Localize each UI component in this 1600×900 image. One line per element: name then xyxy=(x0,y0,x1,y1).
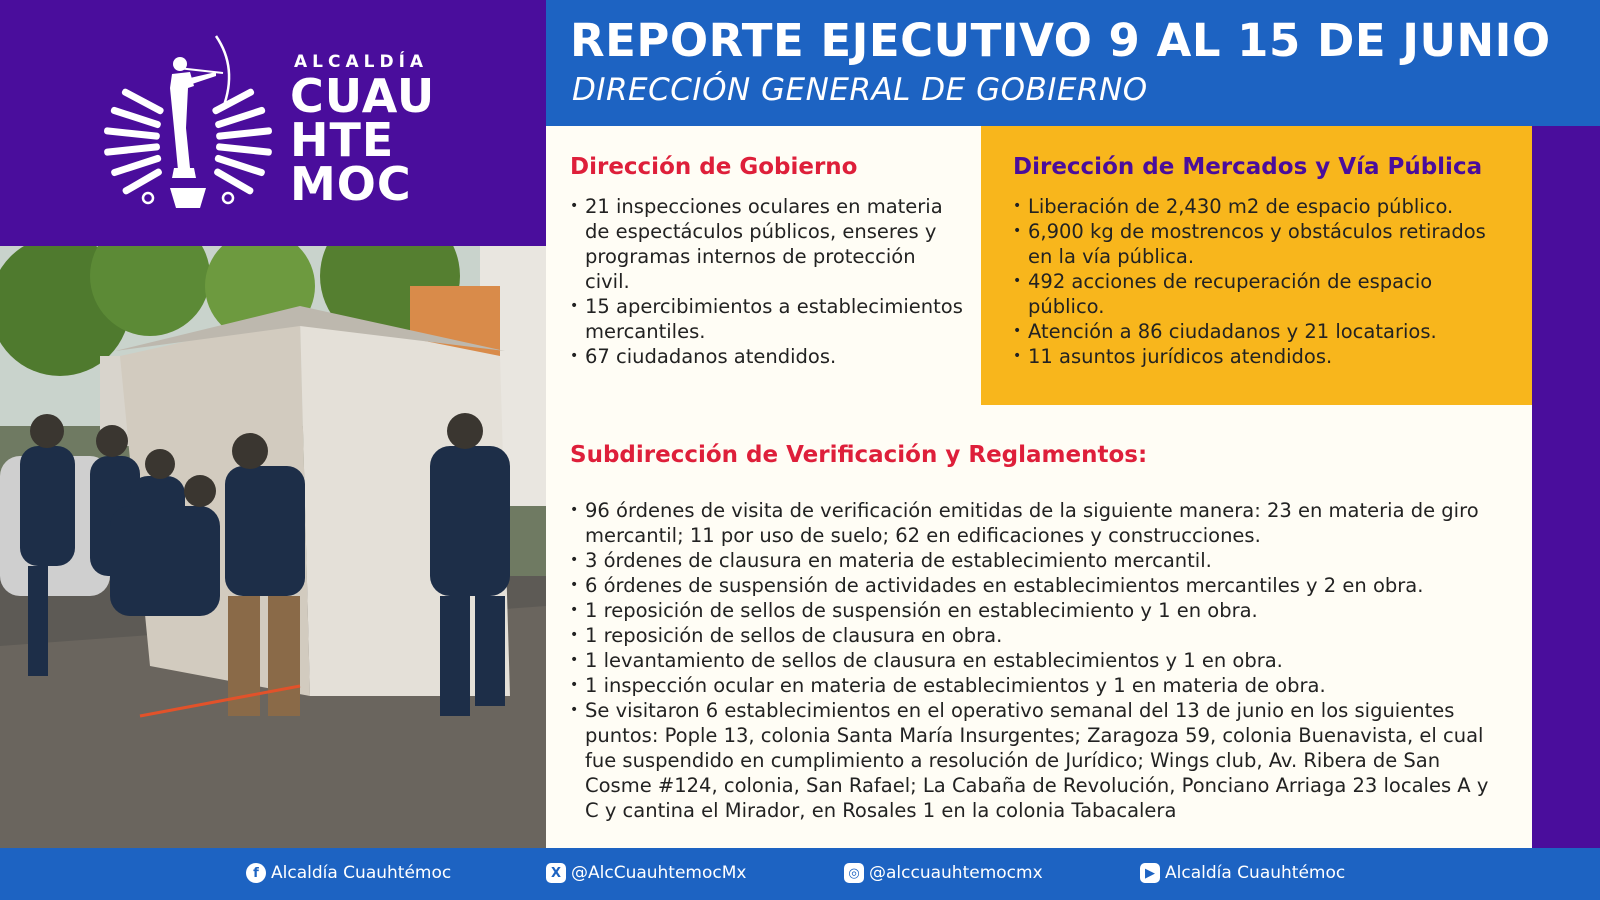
facebook-icon: f xyxy=(246,863,266,883)
logo-small-text: ALCALDÍA xyxy=(294,52,429,72)
list-item: • 1 reposición de sellos de clausura en obra. xyxy=(570,623,1490,648)
list-item: • 96 órdenes de visita de verificación emitidas de la siguiente manera: 23 en materia de giro mercantil; 11 por uso de suelo; 62 en edificaciones y construcciones. xyxy=(570,498,1490,548)
logo-panel xyxy=(0,0,546,246)
logo-line-2: HTE xyxy=(290,113,395,167)
social-footer xyxy=(0,848,1600,900)
facebook-link[interactable] xyxy=(246,863,451,883)
report-content xyxy=(546,126,1532,848)
mercados-list xyxy=(1013,194,1513,369)
list-item: • 6 órdenes de suspensión de actividades en establecimientos mercantiles y 2 en obra. xyxy=(570,573,1490,598)
alcaldia-emblem-icon xyxy=(98,28,278,214)
list-item: • 6,900 kg de mostrencos y obstáculos retirados en la vía pública. xyxy=(1013,219,1513,269)
report-header xyxy=(546,0,1600,126)
logo-wordmark xyxy=(290,52,436,211)
list-item: • 1 levantamiento de sellos de clausura en establecimientos y 1 en obra. xyxy=(570,648,1490,673)
instagram-link[interactable] xyxy=(844,863,1043,883)
list-item: • 492 acciones de recuperación de espacio público. xyxy=(1013,269,1513,319)
operation-photo xyxy=(0,246,546,848)
logo-line-3: MOC xyxy=(290,157,412,211)
list-item: • 11 asuntos jurídicos atendidos. xyxy=(1013,344,1513,369)
report-subtitle: DIRECCIÓN GENERAL DE GOBIERNO xyxy=(572,72,1148,108)
list-item: • 21 inspecciones oculares en materia de espectáculos públicos, enseres y programas internos de protección civil. xyxy=(570,194,966,294)
youtube-handle: Alcaldía Cuauhtémoc xyxy=(1165,863,1346,883)
list-item: • 1 reposición de sellos de suspensión en establecimiento y 1 en obra. xyxy=(570,598,1490,623)
report-title: REPORTE EJECUTIVO 9 AL 15 DE JUNIO xyxy=(570,14,1551,67)
list-item: • Atención a 86 ciudadanos y 21 locatarios. xyxy=(1013,319,1513,344)
workers-moving-kiosk-image xyxy=(0,246,546,848)
instagram-icon: ◎ xyxy=(844,863,864,883)
x-link[interactable] xyxy=(546,863,746,883)
list-item: • 15 apercibimientos a establecimientos mercantiles. xyxy=(570,294,966,344)
list-item: • Liberación de 2,430 m2 de espacio público. xyxy=(1013,194,1513,219)
list-item: • 3 órdenes de clausura en materia de establecimiento mercantil. xyxy=(570,548,1490,573)
youtube-icon: ▶ xyxy=(1140,863,1160,883)
mercados-panel xyxy=(981,126,1532,405)
facebook-handle: Alcaldía Cuauhtémoc xyxy=(271,863,452,883)
list-item: • 1 inspección ocular en materia de establecimientos y 1 en materia de obra. xyxy=(570,673,1490,698)
x-handle: @AlcCuauhtemocMx xyxy=(571,863,747,883)
list-item: • Se visitaron 6 establecimientos en el operativo semanal del 13 de junio en los siguientes puntos: Pople 13, colonia Santa María Insurgentes; Zaragoza 59, colonia Buenavista, el cual fue suspendido en cumplimiento a resolución de Jurídico; Wings club, Av. Ribera de San Cosme #124, colonia, San Rafael; La Cabaña de Revolución, Ponciano Arriaga 23 locales A y C y cantina el Mirador, en Rosales 1 en la colonia Tabacalera xyxy=(570,698,1490,823)
verificacion-title: Subdirección de Verificación y Reglamentos: xyxy=(570,442,1148,468)
logo-line-1: CUAU xyxy=(290,69,436,123)
decorative-strip xyxy=(1532,126,1600,848)
verificacion-list xyxy=(570,498,1490,823)
x-icon: X xyxy=(546,863,566,883)
gobierno-list xyxy=(570,194,966,369)
mercados-title: Dirección de Mercados y Vía Pública xyxy=(1013,154,1483,180)
gobierno-title: Dirección de Gobierno xyxy=(570,154,858,180)
list-item: • 67 ciudadanos atendidos. xyxy=(570,344,966,369)
youtube-link[interactable] xyxy=(1140,863,1345,883)
instagram-handle: @alccuauhtemocmx xyxy=(869,863,1043,883)
